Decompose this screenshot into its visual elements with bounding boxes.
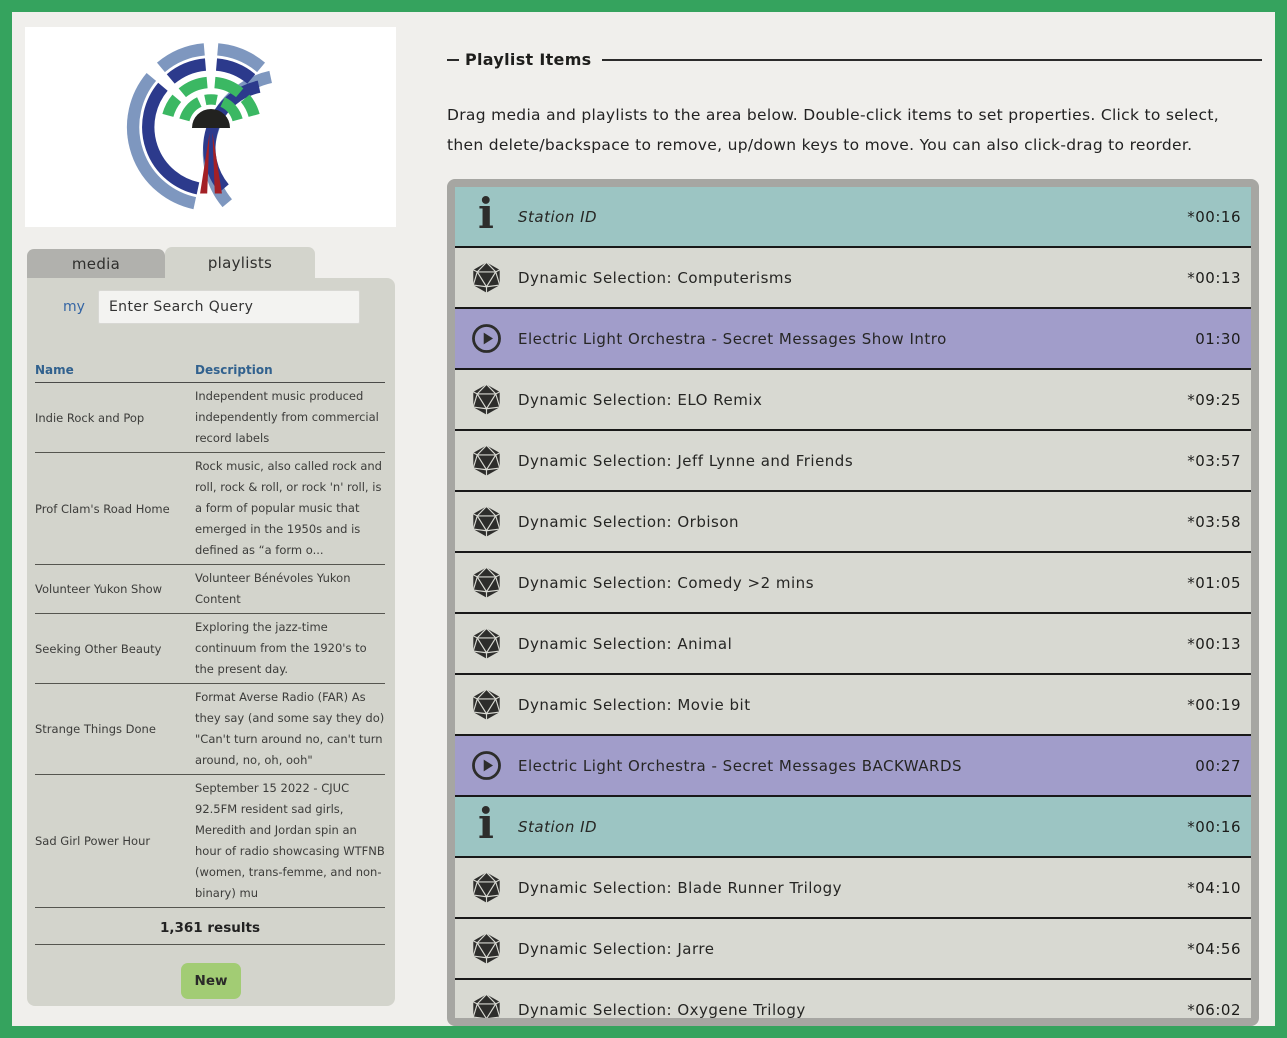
column-header-name[interactable]: Name — [35, 363, 74, 377]
item-duration: *01:05 — [1187, 573, 1241, 592]
dice-icon — [470, 383, 503, 416]
dice-icon — [470, 261, 503, 294]
playlist-description: September 15 2022 - CJUC 92.5FM resident sad girls, Meredith and Jordan spin an hour of radio showcasing WTFNB (women, trans-femme, and non-binary) mu — [195, 781, 385, 900]
item-icon-box — [468, 798, 504, 848]
fieldset-legend — [447, 50, 1262, 69]
playlist-item[interactable] — [455, 675, 1251, 736]
playlist-item[interactable] — [455, 248, 1251, 309]
item-duration: *00:16 — [1187, 207, 1241, 226]
playlist-description: Exploring the jazz-time continuum from the 1920's to the present day. — [195, 620, 367, 676]
sidebar-tabs — [27, 247, 430, 278]
playlist-item[interactable] — [455, 980, 1251, 1026]
info-icon: i — [478, 188, 494, 238]
table-row[interactable] — [35, 453, 385, 565]
item-duration: *00:13 — [1187, 268, 1241, 287]
playlist-item[interactable] — [455, 553, 1251, 614]
item-title: Dynamic Selection: Jeff Lynne and Friends — [518, 451, 854, 470]
results-count: 1,361 results — [35, 912, 385, 945]
playlist-item[interactable] — [455, 187, 1251, 248]
item-title: Dynamic Selection: Comedy >2 mins — [518, 573, 815, 592]
info-icon: i — [478, 798, 494, 848]
playlist-item[interactable] — [455, 797, 1251, 858]
item-title: Dynamic Selection: Oxygene Trilogy — [518, 1000, 806, 1019]
playlist-name: Prof Clam's Road Home — [35, 501, 170, 516]
search-input[interactable] — [98, 290, 360, 324]
playlist-name: Indie Rock and Pop — [35, 410, 145, 425]
playlist-item[interactable] — [455, 370, 1251, 431]
play-icon — [471, 323, 502, 354]
item-icon-box — [468, 627, 504, 660]
playlist-items-list — [447, 179, 1259, 1026]
table-header — [35, 363, 395, 377]
search-row — [63, 290, 395, 324]
item-icon-box — [468, 566, 504, 599]
playlist-item[interactable] — [455, 492, 1251, 553]
item-title: Electric Light Orchestra - Secret Messages Show Intro — [518, 329, 947, 348]
item-duration: *03:58 — [1187, 512, 1241, 531]
legend-line — [602, 59, 1262, 61]
playlist-description: Format Averse Radio (FAR) As they say (and some say they do) "Can't turn around no, can't turn around, no, oh, ooh" — [195, 690, 385, 767]
playlist-table-body — [35, 383, 385, 912]
item-icon-box — [468, 323, 504, 354]
playlist-item[interactable] — [455, 919, 1251, 980]
playlist-description: Independent music produced independently from commercial record labels — [195, 389, 379, 445]
item-title: Dynamic Selection: Movie bit — [518, 695, 751, 714]
item-icon-box — [468, 188, 504, 238]
playlist-name: Strange Things Done — [35, 722, 156, 736]
playlist-item[interactable] — [455, 309, 1251, 370]
item-duration: *04:10 — [1187, 878, 1241, 897]
playlist-item[interactable] — [455, 431, 1251, 492]
dice-icon — [470, 688, 503, 721]
logo-card — [25, 27, 396, 227]
item-icon-box — [468, 688, 504, 721]
playlist-items-panel — [430, 12, 1275, 1026]
table-row[interactable] — [35, 383, 385, 453]
item-icon-box — [468, 993, 504, 1026]
item-icon-box — [468, 383, 504, 416]
radio-station-logo — [116, 32, 306, 222]
item-title: Dynamic Selection: Jarre — [518, 939, 715, 958]
sidebar — [12, 12, 430, 1026]
legend-dash-line — [447, 59, 459, 61]
item-duration: *00:13 — [1187, 634, 1241, 653]
item-title: Dynamic Selection: ELO Remix — [518, 390, 763, 409]
table-row[interactable] — [35, 565, 385, 614]
new-playlist-button[interactable]: New — [181, 963, 242, 999]
playlist-name: Volunteer Yukon Show — [35, 582, 163, 596]
playlist-description: Rock music, also called rock and roll, rock & roll, or rock 'n' roll, is a form of popular music that emerged in the 1950s and is defined as “a form o... — [195, 459, 382, 557]
item-icon-box — [468, 261, 504, 294]
column-header-description[interactable]: Description — [195, 363, 273, 377]
dice-icon — [470, 444, 503, 477]
dice-icon — [470, 627, 503, 660]
item-title: Dynamic Selection: Animal — [518, 634, 733, 653]
item-title: Electric Light Orchestra - Secret Messages BACKWARDS — [518, 756, 963, 775]
item-duration: *04:56 — [1187, 939, 1241, 958]
dice-icon — [470, 993, 503, 1026]
item-duration: *03:57 — [1187, 451, 1241, 470]
item-icon-box — [468, 444, 504, 477]
table-row[interactable] — [35, 614, 385, 684]
playlist-item[interactable] — [455, 736, 1251, 797]
tab-playlists[interactable]: playlists — [165, 247, 315, 278]
item-icon-box — [468, 871, 504, 904]
item-title: Dynamic Selection: Orbison — [518, 512, 740, 531]
playlist-name: Sad Girl Power Hour — [35, 834, 151, 848]
dice-icon — [470, 566, 503, 599]
item-duration: *09:25 — [1187, 390, 1241, 409]
item-duration: *00:19 — [1187, 695, 1241, 714]
playlist-item[interactable] — [455, 858, 1251, 919]
dice-icon — [470, 871, 503, 904]
item-icon-box — [468, 932, 504, 965]
table-row[interactable] — [35, 684, 385, 775]
playlist-name: Seeking Other Beauty — [35, 641, 162, 656]
item-title: Station ID — [518, 207, 598, 226]
dice-icon — [470, 505, 503, 538]
playlists-panel — [27, 278, 395, 1006]
instructions-text: Drag media and playlists to the area below. Double-click items to set properties. Click to select, then delete/backspace to remove, up/down keys to move. You can also click-drag to reorder. — [447, 106, 1219, 154]
dice-icon — [470, 932, 503, 965]
play-icon — [471, 750, 502, 781]
item-duration: *06:02 — [1187, 1000, 1241, 1019]
tab-media[interactable]: media — [27, 249, 165, 278]
item-icon-box — [468, 505, 504, 538]
playlist-description: Volunteer Bénévoles Yukon Content — [195, 571, 351, 606]
my-filter-link[interactable]: my — [63, 299, 85, 315]
item-duration: 00:27 — [1195, 756, 1241, 775]
panel-title: Playlist Items — [465, 50, 592, 69]
item-duration: 01:30 — [1195, 329, 1241, 348]
item-icon-box — [468, 750, 504, 781]
item-duration: *00:16 — [1187, 817, 1241, 836]
playlist-item[interactable] — [455, 614, 1251, 675]
item-title: Dynamic Selection: Computerisms — [518, 268, 793, 287]
item-title: Dynamic Selection: Blade Runner Trilogy — [518, 878, 843, 897]
item-title: Station ID — [518, 817, 598, 836]
table-row[interactable] — [35, 775, 385, 908]
